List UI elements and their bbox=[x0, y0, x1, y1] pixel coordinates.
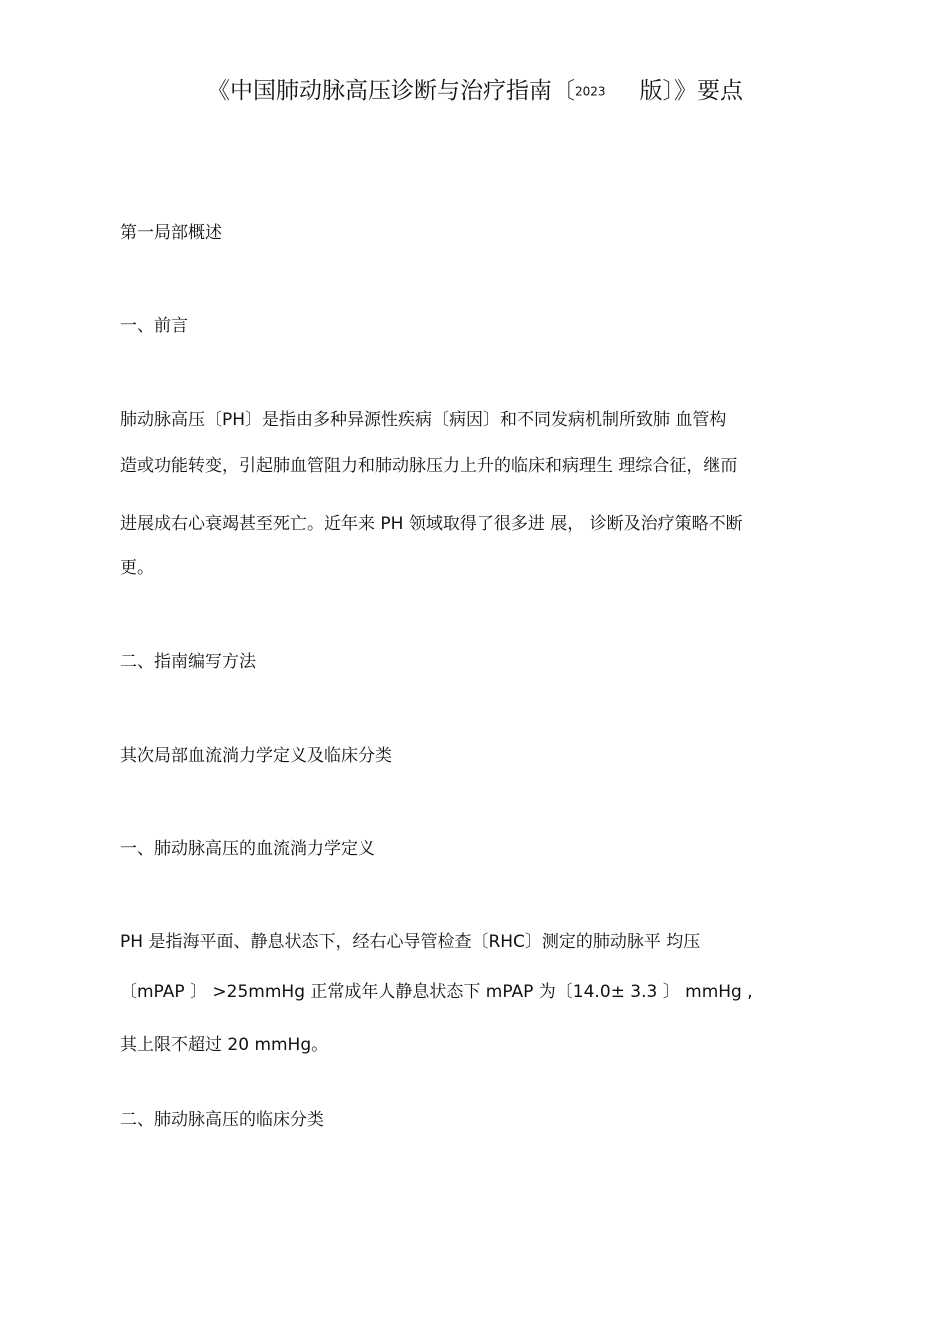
subheading-writing-method: 二、指南编写方法 bbox=[120, 652, 256, 672]
paragraph1-line2: 造或功能转变，引起肺血管阻力和肺动脉压力上升的临床和病理生 理综合征，继而 bbox=[120, 456, 738, 476]
title-text-part2: 版〕》要点 bbox=[639, 78, 744, 104]
section1-heading: 第一局部概述 bbox=[120, 223, 222, 243]
paragraph2-line2: 〔mPAP 〕 >25mmHg 正常成年人静息状态下 mPAP 为〔14.0± 3.3 〕 mmHg , bbox=[120, 982, 753, 1002]
subheading-clinical-classification: 二、肺动脉高压的临床分类 bbox=[120, 1110, 324, 1130]
paragraph2-line3: 其上限不超过 20 mmHg。 bbox=[120, 1035, 329, 1055]
title-text-part1: 《中国肺动脉高压诊断与治疗指南〔 bbox=[206, 78, 575, 104]
paragraph1-line4: 更。 bbox=[120, 558, 154, 578]
subheading-hemodynamic-definition: 一、肺动脉高压的血流淌力学定义 bbox=[120, 839, 375, 859]
title-year: 2023 bbox=[574, 84, 606, 99]
section2-heading: 其次局部血流淌力学定义及临床分类 bbox=[120, 746, 392, 766]
paragraph2-line1: PH 是指海平面、静息状态下，经右心导管检查〔RHC〕测定的肺动脉平 均压 bbox=[120, 932, 701, 952]
paragraph1-line1: 肺动脉高压〔PH〕是指由多种异源性疾病〔病因〕和不同发病机制所致肺 血管构 bbox=[120, 410, 727, 430]
document-title bbox=[0, 76, 950, 107]
paragraph1-line3: 进展成右心衰竭甚至死亡。近年来 PH 领域取得了很多进 展， 诊断及治疗策略不断 bbox=[120, 514, 743, 534]
subheading-preface: 一、前言 bbox=[120, 316, 188, 336]
